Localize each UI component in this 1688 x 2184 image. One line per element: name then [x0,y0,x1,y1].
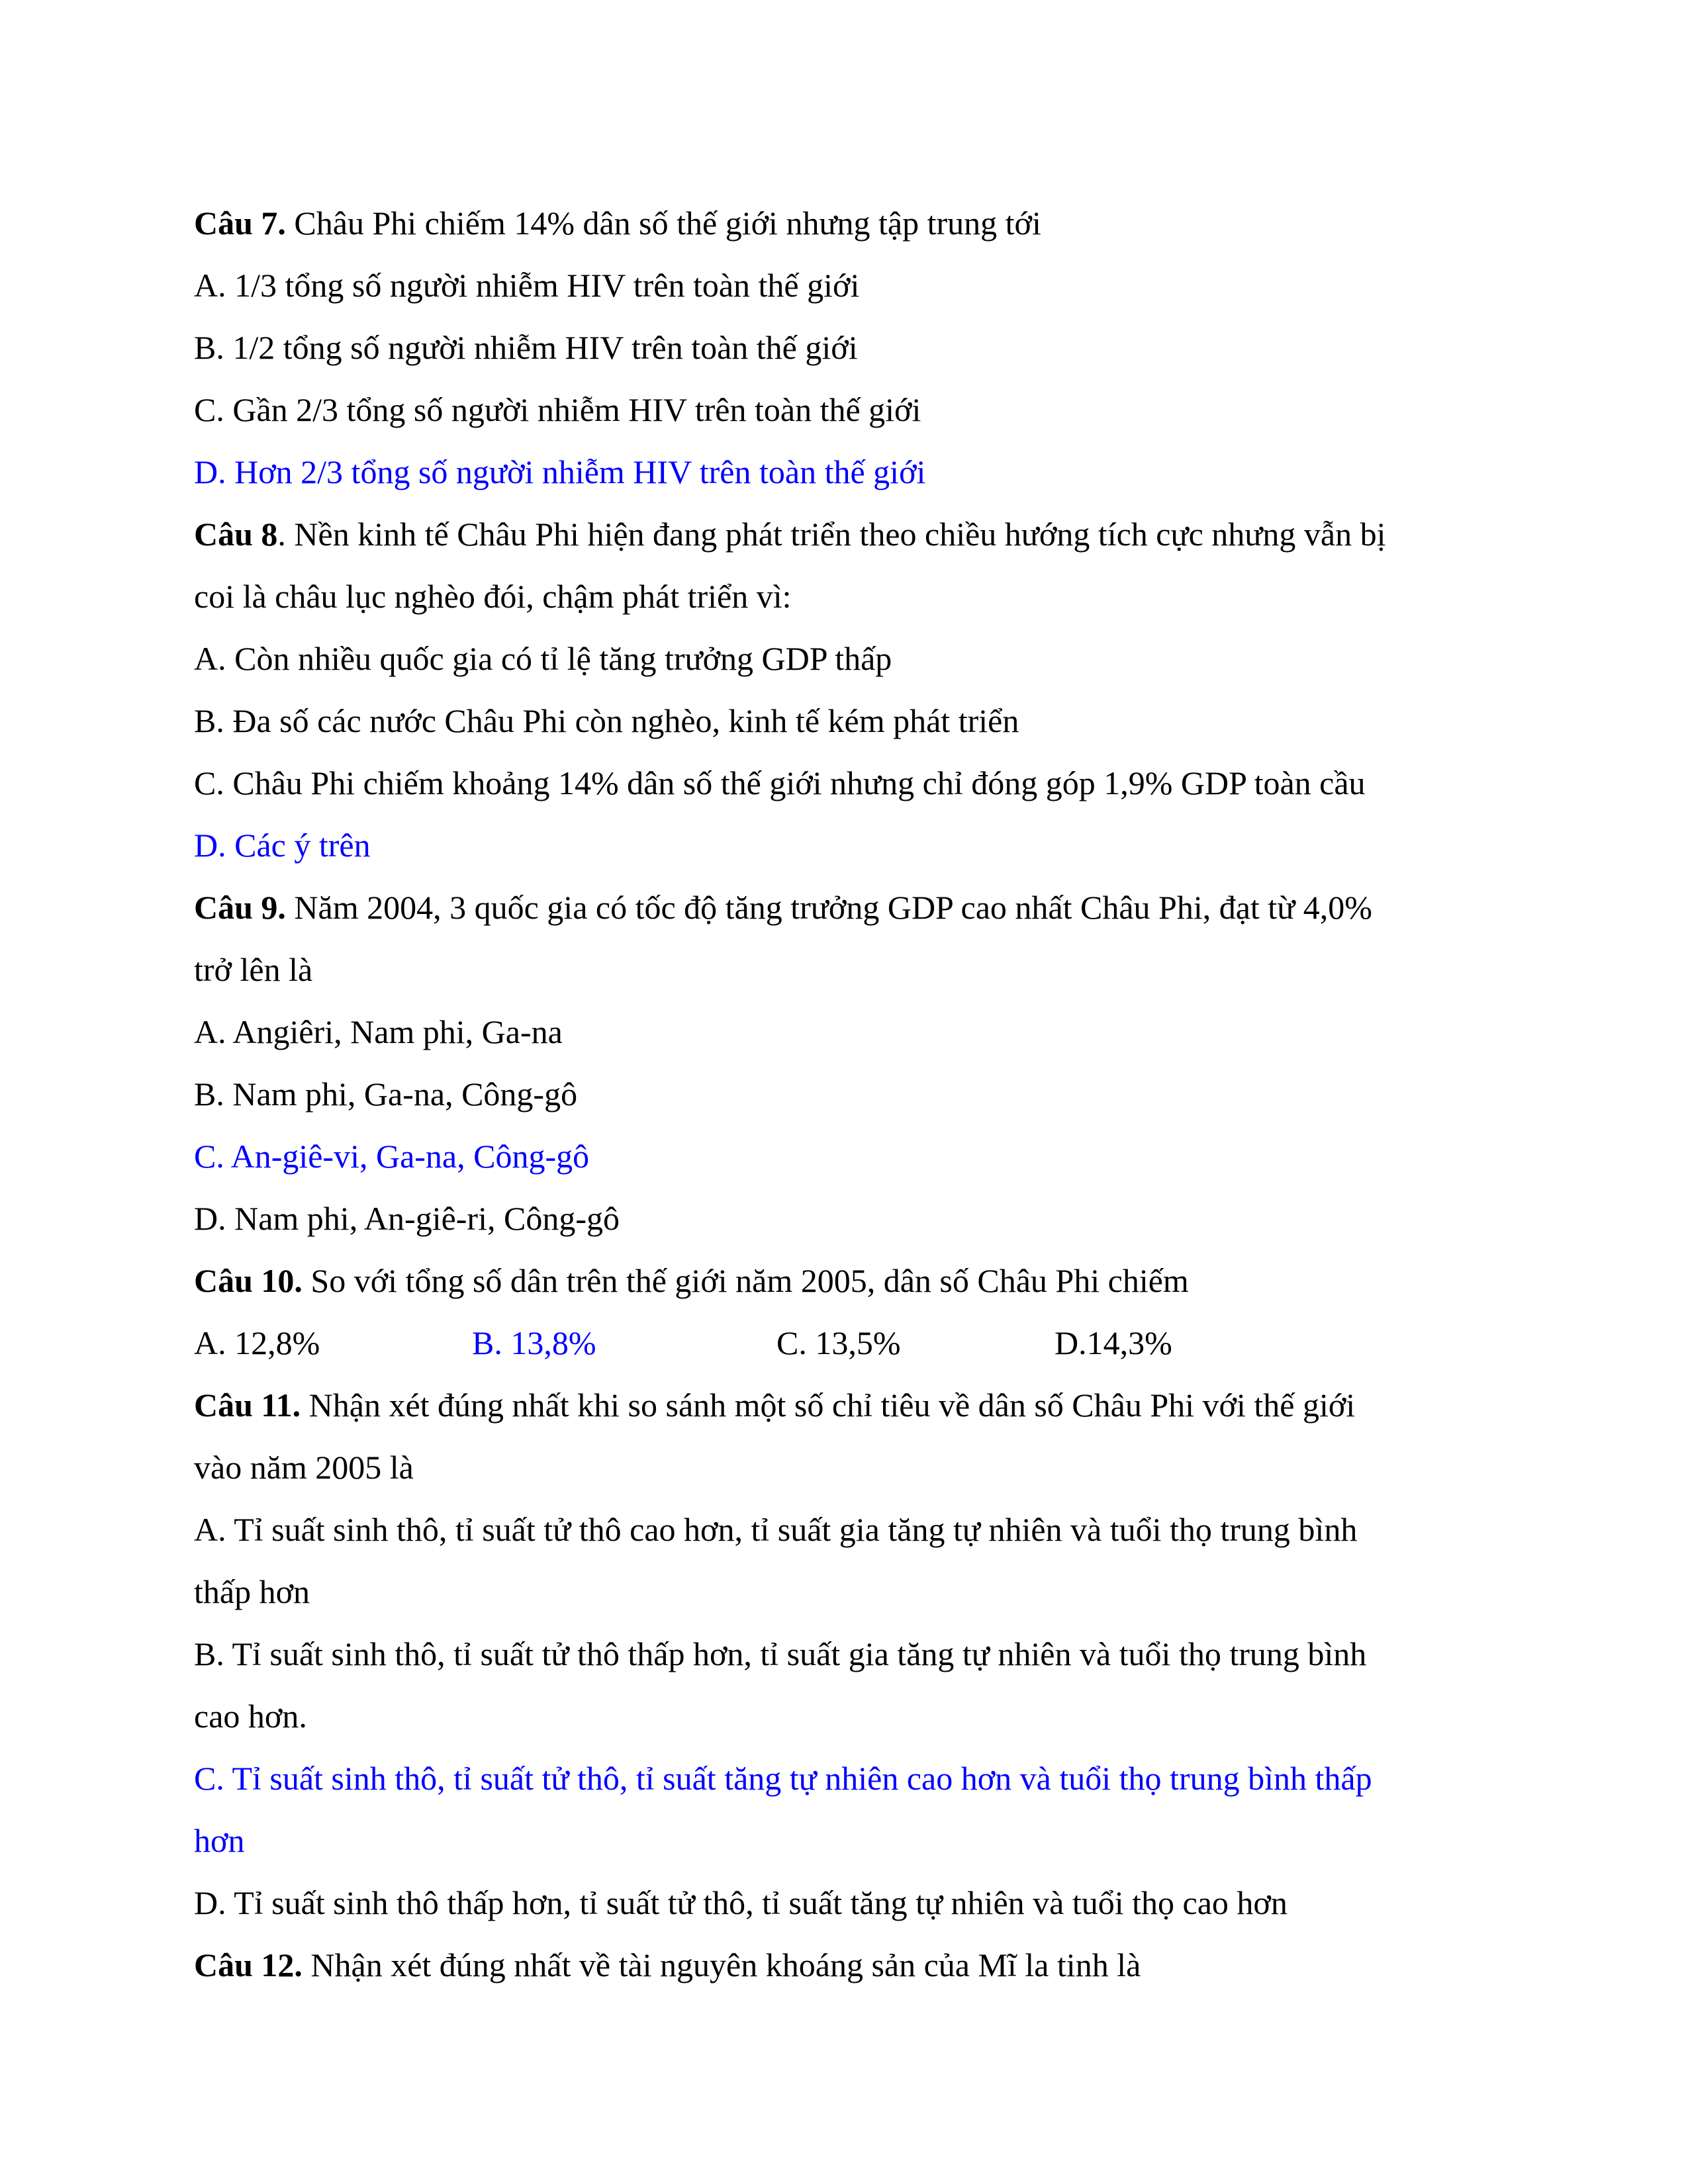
question-7-option-c: C. Gần 2/3 tổng số người nhiễm HIV trên toàn thế giới [194,391,921,428]
question-9-option-d: D. Nam phi, An-giê-ri, Công-gô [194,1200,620,1237]
question-11-option-c: C. Tỉ suất sinh thô, tỉ suất tử thô, tỉ suất tăng tự nhiên cao hơn và tuổi thọ trung bình thấp [194,1760,1372,1797]
question-8-option-d: D. Các ý trên [194,827,371,864]
question-11-stem-continued: vào năm 2005 là [194,1449,414,1486]
question-10-label: Câu 10. [194,1262,303,1299]
question-7-text: Châu Phi chiếm 14% dân số thế giới nhưng tập trung tới [285,205,1041,242]
question-11-text: Nhận xét đúng nhất khi so sánh một số chỉ tiêu về dân số Châu Phi với thế giới [301,1387,1356,1424]
question-7-label: Câu 7. [194,205,286,242]
question-8-option-b: B. Đa số các nước Châu Phi còn nghèo, kinh tế kém phát triển [194,702,1019,739]
question-12-label: Câu 12. [194,1946,303,1983]
question-7-option-b: B. 1/2 tổng số người nhiễm HIV trên toàn thế giới [194,329,858,366]
question-10-options-row [194,1312,1505,1374]
question-9-option-a: A. Angiêri, Nam phi, Ga-na [194,1013,563,1050]
question-8-label: Câu 8 [194,516,278,553]
question-9-option-b: B. Nam phi, Ga-na, Công-gô [194,1075,578,1113]
document-page [194,192,1505,1996]
question-10-option-d: D.14,3% [1055,1324,1172,1361]
question-7-option-d: D. Hơn 2/3 tổng số người nhiễm HIV trên toàn thế giới [194,453,926,490]
question-9-stem-continued: trở lên là [194,951,313,988]
question-8-stem [194,503,1505,565]
question-11-option-a-continued: thấp hơn [194,1573,310,1610]
question-8-option-a: A. Còn nhiều quốc gia có tỉ lệ tăng trưởng GDP thấp [194,640,892,677]
question-8-text: . Nền kinh tế Châu Phi hiện đang phát triển theo chiều hướng tích cực nhưng vẫn bị [277,516,1386,553]
question-10-option-c: C. 13,5% [776,1324,901,1361]
question-10-option-b: B. 13,8% [472,1324,596,1361]
question-9-text: Năm 2004, 3 quốc gia có tốc độ tăng trưởng GDP cao nhất Châu Phi, đạt từ 4,0% [285,889,1372,926]
question-9-option-c: C. An-giê-vi, Ga-na, Công-gô [194,1138,590,1175]
question-11-option-a: A. Tỉ suất sinh thô, tỉ suất tử thô cao hơn, tỉ suất gia tăng tự nhiên và tuổi thọ trung bình [194,1511,1358,1548]
question-11-option-b-continued: cao hơn. [194,1698,307,1735]
question-11-stem [194,1374,1505,1436]
question-11-option-d: D. Tỉ suất sinh thô thấp hơn, tỉ suất tử thô, tỉ suất tăng tự nhiên và tuổi thọ cao hơn [194,1884,1288,1921]
question-11-option-b: B. Tỉ suất sinh thô, tỉ suất tử thô thấp hơn, tỉ suất gia tăng tự nhiên và tuổi thọ trung bình [194,1635,1367,1672]
question-10-stem [194,1250,1505,1312]
question-9-stem [194,876,1505,938]
question-10-text: So với tổng số dân trên thế giới năm 2005, dân số Châu Phi chiếm [302,1262,1189,1299]
question-8-option-c: C. Châu Phi chiếm khoảng 14% dân số thế giới nhưng chỉ đóng góp 1,9% GDP toàn cầu [194,764,1366,801]
question-7-stem [194,192,1505,254]
question-10-option-a: A. 12,8% [194,1324,320,1361]
question-12-stem [194,1934,1505,1996]
question-9-label: Câu 9. [194,889,286,926]
question-7-option-a: A. 1/3 tổng số người nhiễm HIV trên toàn thế giới [194,267,860,304]
question-12-text: Nhận xét đúng nhất về tài nguyên khoáng sản của Mĩ la tinh là [302,1946,1141,1983]
question-8-stem-continued: coi là châu lục nghèo đói, chậm phát triển vì: [194,578,792,615]
question-11-label: Câu 11. [194,1387,301,1424]
question-11-option-c-continued: hơn [194,1822,245,1859]
